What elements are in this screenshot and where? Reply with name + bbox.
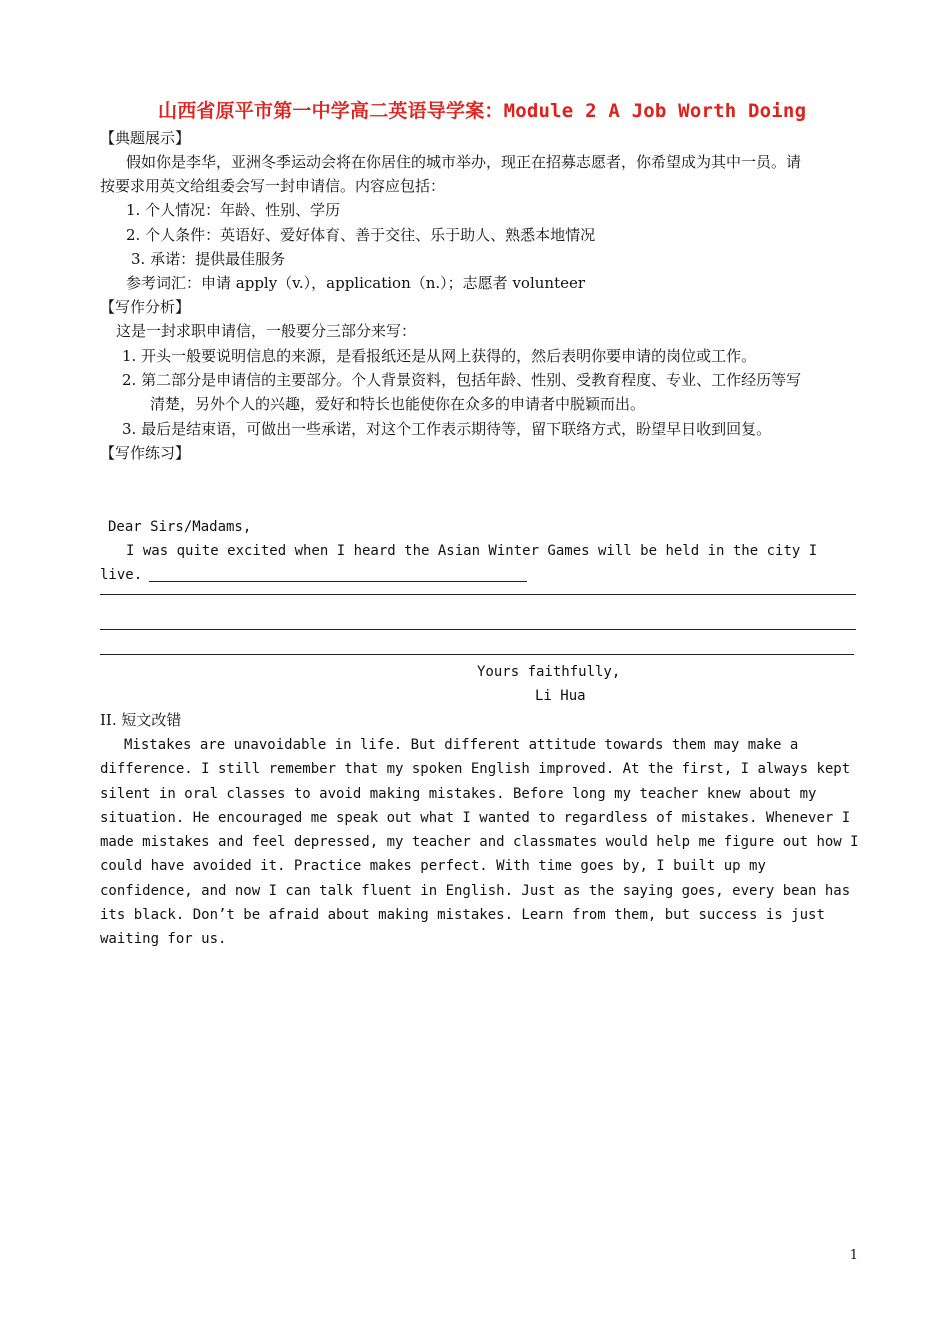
prompt-line-1: 假如你是李华，亚洲冬季运动会将在你居住的城市举办，现正在招募志愿者，你希望成为其中一员。请 [126, 153, 802, 171]
writing-blank-line [149, 581, 527, 582]
passage-line: confidence, and now I can talk fluent in English. Just as the saying goes, every bean has [100, 882, 851, 899]
writing-blank-line [100, 629, 856, 630]
passage-line: Mistakes are unavoidable in life. But different attitude towards them may make a [124, 737, 799, 753]
prompt-line-2: 按要求用英文给组委会写一封申请信。内容应包括： [100, 177, 446, 195]
analysis-item-continued: 清楚，另外个人的兴趣，爱好和特长也能使你在众多的申请者中脱颖而出。 [150, 395, 646, 413]
letter-line: I was quite excited when I heard the Asian Winter Games will be held in the city I [126, 543, 818, 559]
passage-line: waiting for us. [100, 931, 227, 948]
section-heading-correction: II. 短文改错 [100, 711, 182, 729]
analysis-item: 2. 第二部分是申请信的主要部分。个人背景资料，包括年龄、性别、受教育程度、专业、工作经历等写 [122, 371, 802, 389]
passage-line: silent in oral classes to avoid making mistakes. Before long my teacher knew about my [100, 785, 817, 802]
section-heading-practice: 【写作练习】 [100, 444, 191, 462]
writing-blank-line [100, 594, 856, 595]
page-title: 山西省原平市第一中学高二英语导学案：Module 2 A Job Worth Doing [158, 100, 807, 122]
section-heading-example: 【典题展示】 [100, 129, 191, 147]
section-heading-analysis: 【写作分析】 [100, 298, 191, 316]
requirement-item: 1. 个人情况：年龄、性别、学历 [126, 201, 341, 219]
passage-line: difference. I still remember that my spoken English improved. At the first, I always kept [100, 761, 851, 778]
requirement-item: 2. 个人条件：英语好、爱好体育、善于交往、乐于助人、熟悉本地情况 [126, 226, 596, 244]
passage-line: made mistakes and feel depressed, my teacher and classmates would help me figure out how I [100, 834, 859, 851]
passage-line: situation. He encouraged me speak out what I wanted to regardless of mistakes. Whenever I [100, 809, 851, 826]
analysis-item: 3. 最后是结束语，可做出一些承诺，对这个工作表示期待等，留下联络方式，盼望早日收到回复。 [122, 420, 772, 438]
vocabulary-line: 参考词汇：申请 apply（v.），application（n.）；志愿者 volunteer [126, 274, 586, 292]
letter-line: live. [100, 567, 143, 583]
letter-closing: Yours faithfully, [477, 664, 621, 680]
analysis-intro: 这是一封求职申请信，一般要分三部分来写： [116, 322, 417, 340]
writing-blank-line [100, 654, 854, 655]
analysis-item: 1. 开头一般要说明信息的来源，是看报纸还是从网上获得的，然后表明你要申请的岗位或工作。 [122, 347, 757, 365]
passage-line: its black. Don’t be afraid about making mistakes. Learn from them, but success is just [100, 907, 825, 924]
requirement-item: 3. 承诺：提供最佳服务 [131, 250, 286, 268]
page-number: 1 [849, 1248, 858, 1263]
letter-signature: Li Hua [535, 688, 586, 704]
passage-line: could have avoided it. Practice makes perfect. With time goes by, I built up my [100, 858, 766, 875]
correction-passage [100, 733, 860, 952]
letter-salutation: Dear Sirs/Madams, [108, 519, 252, 535]
